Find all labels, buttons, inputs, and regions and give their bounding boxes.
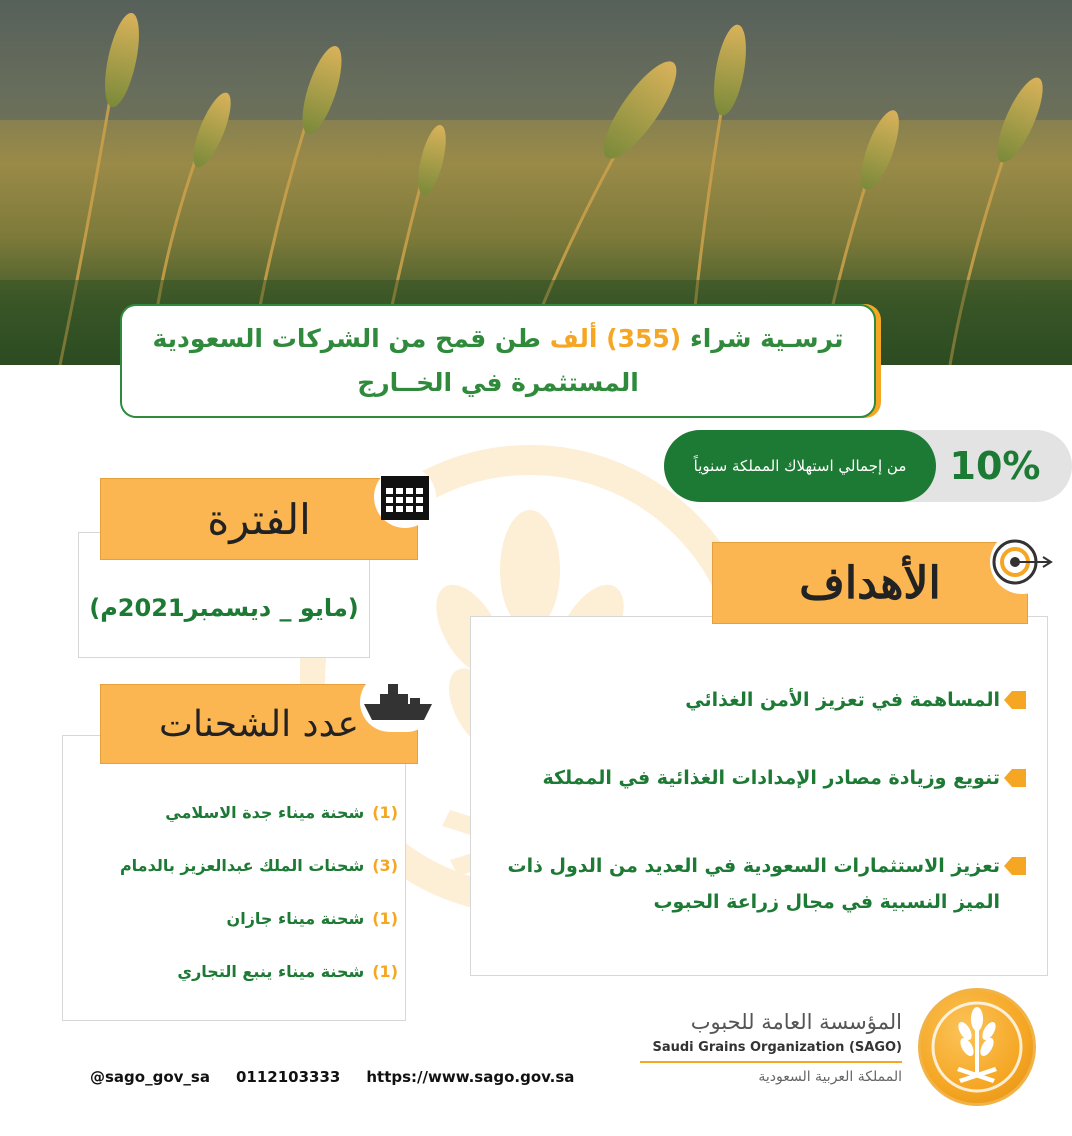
stat-value: 10% <box>949 444 1041 488</box>
period-heading-text: الفترة <box>207 494 311 544</box>
phone-number[interactable]: 0112103333 <box>235 1068 341 1086</box>
shipment-label: شحنة ميناء ينبع التجاري <box>177 962 365 981</box>
arrow-bullet-icon <box>1000 682 1030 718</box>
shipment-count: (3) <box>372 856 398 875</box>
organization-block <box>640 1010 902 1085</box>
shipments-heading-text: عدد الشحنات <box>159 703 359 745</box>
headline-text-2: طن قمح من الشركات السعودية <box>152 324 541 353</box>
website-link[interactable]: https://www.sago.gov.sa <box>366 1068 575 1086</box>
list-item <box>80 786 398 839</box>
footer-contacts <box>90 1068 574 1086</box>
calendar-icon <box>374 466 436 528</box>
organization-name-en: Saudi Grains Organization (SAGO) <box>652 1040 902 1055</box>
headline-unit: ألف <box>549 324 598 353</box>
shipment-count: (1) <box>372 909 398 928</box>
divider <box>640 1061 902 1063</box>
list-item <box>80 892 398 945</box>
ship-icon <box>360 672 436 732</box>
list-item <box>80 945 398 998</box>
sago-logo <box>918 988 1036 1106</box>
shipment-count: (1) <box>372 803 398 822</box>
goal-text: تعزيز الاستثمارات السعودية في العديد من الدول ذات الميز النسبية في مجال زراعة الحبوب <box>507 855 1000 913</box>
target-icon <box>990 530 1054 594</box>
stat-label: من إجمالي استهلاك المملكة سنوياً <box>664 430 936 502</box>
headline-card <box>120 304 876 418</box>
shipment-label: شحنة ميناء جدة الاسلامي <box>165 803 365 822</box>
goal-text: تنويع وزيادة مصادر الإمدادات الغذائية في المملكة <box>542 767 1000 789</box>
arrow-bullet-icon <box>1000 848 1030 884</box>
period-value: (مايو _ ديسمبر2021م) <box>89 594 359 622</box>
headline-number: (355) <box>606 324 682 353</box>
headline-text: ترسـية شراء <box>689 324 844 353</box>
list-item <box>500 682 1030 718</box>
goals-heading <box>712 542 1028 624</box>
arrow-bullet-icon <box>1000 760 1030 796</box>
shipment-label: شحنات الملك عبدالعزيز بالدمام <box>119 856 365 875</box>
list-item <box>80 839 398 892</box>
shipments-list <box>80 786 398 998</box>
list-item <box>500 760 1030 796</box>
headline-line-1 <box>152 317 843 361</box>
goals-box <box>470 616 1048 976</box>
goal-text: المساهمة في تعزيز الأمن الغذائي <box>685 689 1000 711</box>
headline-line-2: المستثمرة في الخــارج <box>357 368 639 397</box>
list-item <box>500 848 1030 920</box>
period-heading <box>100 478 418 560</box>
organization-name-ar: المؤسسة العامة للحبوب <box>690 1010 902 1034</box>
shipment-label: شحنة ميناء جازان <box>226 909 365 928</box>
social-handle[interactable]: @sago_gov_sa <box>90 1068 210 1086</box>
goals-heading-text: الأهداف <box>799 557 941 609</box>
organization-country: المملكة العربية السعودية <box>758 1069 902 1085</box>
shipment-count: (1) <box>372 962 398 981</box>
